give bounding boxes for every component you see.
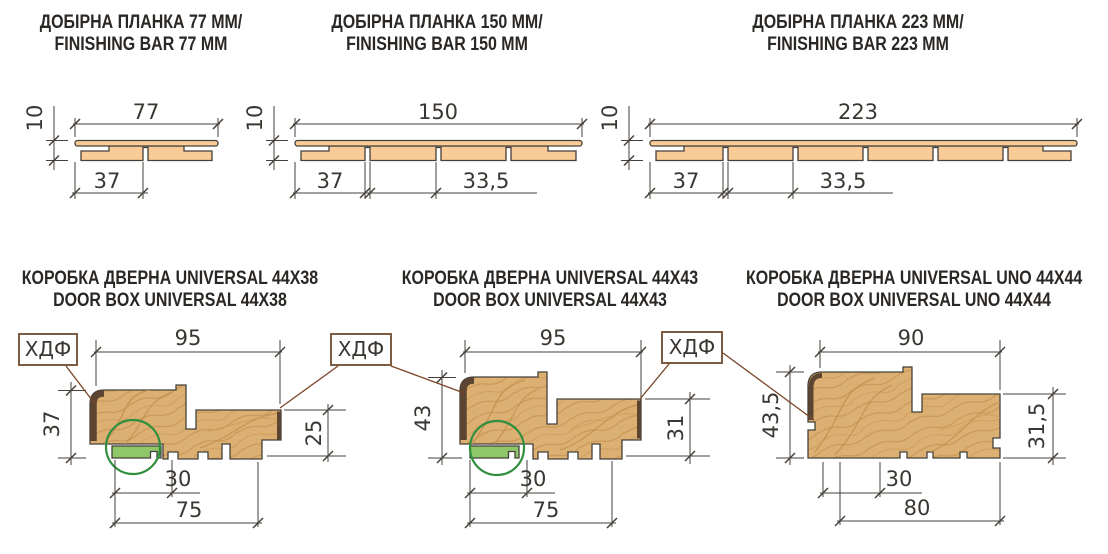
dim-bottom: 75: [532, 498, 560, 522]
dim-right: 25: [302, 419, 326, 447]
seal-strip: [470, 446, 519, 458]
hdf-material-label: ХДФ: [661, 331, 723, 364]
dim-top: 90: [897, 326, 925, 350]
door-box-44x43-drawing: [391, 326, 710, 528]
title-line-en: FINISHING BAR 223 MM: [767, 34, 949, 55]
title-line-uk: КОРОБКА ДВЕРНА UNIVERSAL 44X43: [401, 268, 699, 289]
dim-inner: 30: [885, 467, 913, 491]
title-line-uk: ДОБІРНА ПЛАНКА 77 ММ/: [39, 12, 243, 33]
hdf-strip-right: [637, 401, 641, 439]
dim-pitch: 33,5: [819, 169, 867, 193]
dim-height: 10: [23, 104, 47, 132]
title-line-en: DOOR BOX UNIVERSAL 44X43: [433, 290, 667, 311]
hdf-material-label: ХДФ: [18, 333, 78, 366]
title-line-uk: КОРОБКА ДВЕРНА UNIVERSAL UNO 44X44: [746, 268, 1083, 289]
title-line-en: FINISHING BAR 77 MM: [54, 34, 228, 55]
dim-bottom: 75: [175, 498, 203, 522]
dim-height: 10: [243, 104, 267, 132]
finishing-bar-77-drawing: [23, 100, 223, 199]
dim-offset: 37: [316, 169, 344, 193]
title-line-uk: КОРОБКА ДВЕРНА UNIVERSAL 44X38: [21, 268, 319, 289]
dim-pitch: 33,5: [462, 169, 510, 193]
dim-left: 37: [40, 410, 64, 438]
title-line-en: DOOR BOX UNIVERSAL 44X38: [53, 290, 287, 311]
dim-width: 223: [837, 100, 879, 124]
dim-width: 150: [417, 100, 459, 124]
hdf-material-label: ХДФ: [330, 333, 392, 366]
hdf-strip-right: [277, 412, 281, 440]
door-box-44x38-drawing: [40, 326, 346, 528]
dim-inner: 30: [519, 467, 547, 491]
dim-offset: 37: [672, 169, 700, 193]
dim-inner: 30: [164, 467, 192, 491]
seal-strip: [112, 446, 161, 458]
dim-right: 31: [664, 414, 688, 442]
dim-right: 31,5: [1025, 402, 1049, 450]
finishing-bar-223-drawing: [598, 100, 1082, 199]
title-line-en: DOOR BOX UNIVERSAL UNO 44X44: [777, 290, 1051, 311]
dim-offset: 37: [93, 169, 121, 193]
title-line-uk: ДОБІРНА ПЛАНКА 223 ММ/: [752, 12, 964, 33]
title-line-uk: ДОБІРНА ПЛАНКА 150 ММ/: [331, 12, 543, 33]
door-box-uno-44x44-drawing: [723, 326, 1066, 526]
dim-top: 95: [539, 326, 567, 350]
dim-left: 43,5: [759, 391, 783, 439]
dim-top: 95: [174, 326, 202, 350]
dim-bottom: 80: [903, 496, 931, 520]
dim-height: 10: [598, 104, 622, 132]
dim-width: 77: [132, 100, 160, 124]
finishing-bar-150-drawing: [243, 100, 587, 199]
title-line-en: FINISHING BAR 150 MM: [346, 34, 528, 55]
dim-left: 43: [411, 404, 435, 432]
